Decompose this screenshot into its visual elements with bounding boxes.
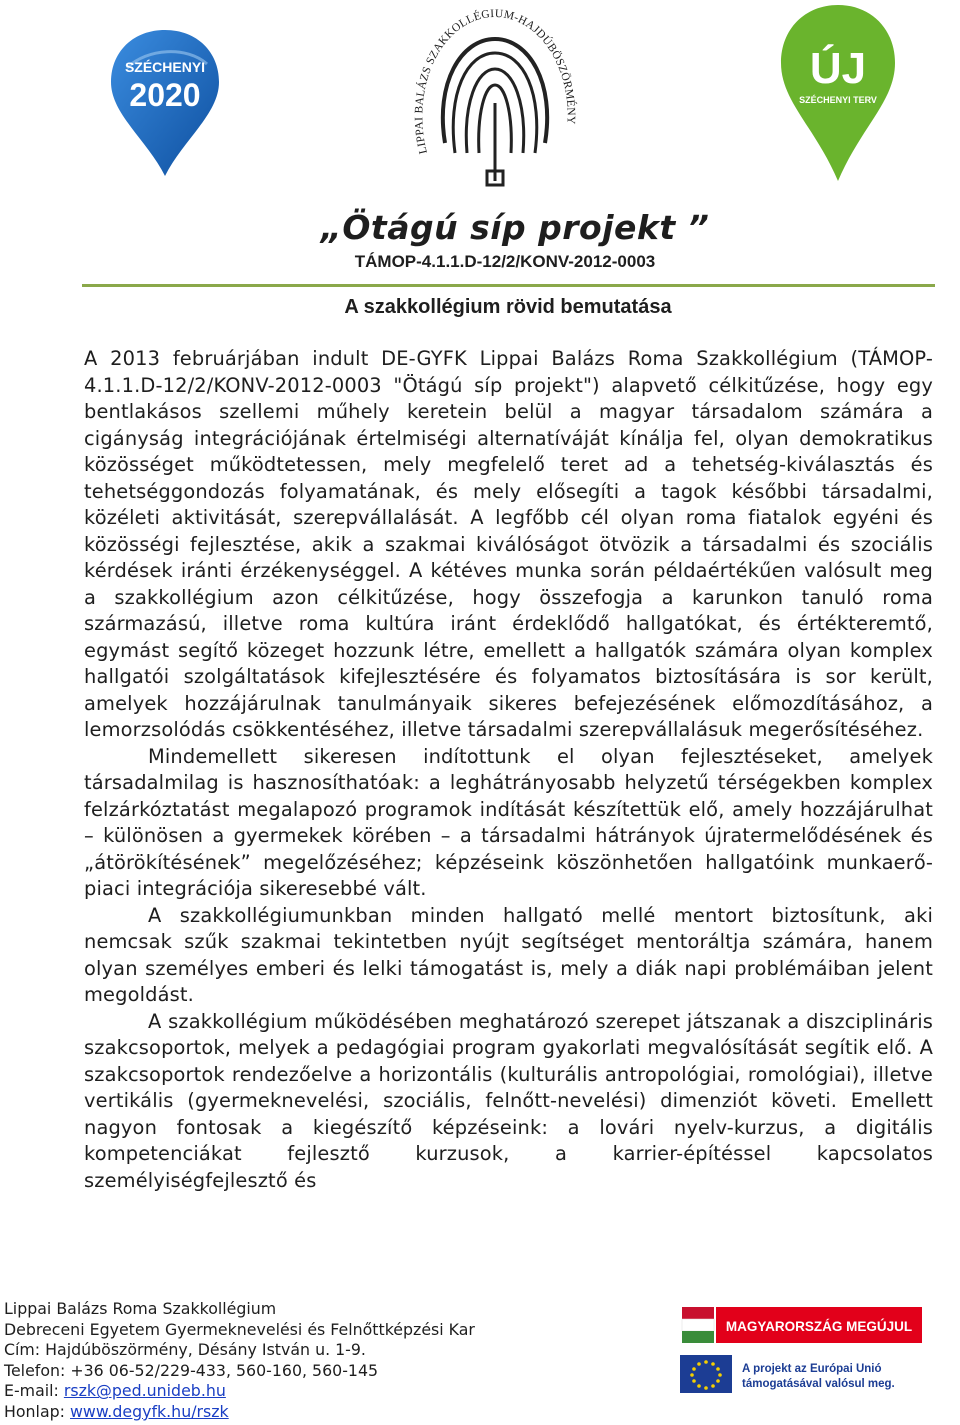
footer-web-row (4, 1402, 564, 1423)
magyarorszag-megujul-logo (680, 1304, 924, 1348)
svg-text:ÚJ: ÚJ (809, 44, 867, 93)
body-text (84, 346, 933, 1194)
svg-text:A projekt az Európai Unió: A projekt az Európai Unió (742, 1363, 882, 1375)
page-title: „Ötágú síp projekt ” (320, 208, 710, 247)
website-link[interactable]: www.degyfk.hu/rszk (70, 1401, 229, 1421)
footer-address: Cím: Hajdúböszörmény, Désány István u. 1-9. (4, 1340, 366, 1360)
svg-text:SZÉCHENYI TERV: SZÉCHENYI TERV (799, 95, 877, 105)
paragraph-workgroups: A szakkollégium működésében meghatározó szerepet játszanak a diszciplináris szakcsoportok, melyek a pedagógiai program gyakorlati megvalósítását segítik elő. A szakcsoportok rendezőelve a horizontális (kulturális antropológiai, romológiai), illetve vertikális (gyermeknevelési, szociális, felnőtt-nevelési) dimenziót követi. Emellett nagyon fontosak a kiegészítő képzéseink: a lovári nyelv-kurzus, a digitális kompetenciákat fejlesztő kurzusok, a karrier-építéssel kapcsolatos személyiségfejlesztő és (84, 1009, 933, 1192)
project-code: TÁMOP-4.1.1.D-12/2/KONV-2012-0003 (354, 252, 656, 271)
footer-faculty: Debreceni Egyetem Gyermeknevelési és Felnőttképzési Kar (4, 1319, 475, 1339)
title-divider (82, 284, 935, 287)
paragraph-mentoring: A szakkollégiumunkban minden hallgató mellé mentort biztosítunk, aki nemcsak szűk szakmai tekintetben nyújt segítséget mentoráltja számára, hanem olyan személyes emberi és lelki támogatást is, mely a diák napi problémáiban jelent megoldást. (84, 903, 933, 1006)
svg-text:2020: 2020 (129, 77, 201, 113)
szechenyi-2020-logo (107, 28, 223, 178)
footer-email-row (4, 1381, 564, 1402)
footer-web-label: Honlap: (4, 1401, 70, 1421)
footer-phone: Telefon: +36 06-52/229-433, 560-160, 560-145 (4, 1360, 379, 1380)
email-link[interactable]: rszk@ped.unideb.hu (63, 1381, 226, 1401)
contact-footer (4, 1299, 564, 1423)
paragraph-intro: A 2013 februárjában indult DE-GYFK Lippai Balázs Roma Szakkollégium (TÁMOP-4.1.1.D-12/2/KONV-2012-0003 "Ötágú síp projekt") alapvető célkitűzése, hogy egy bentlakásos szellemi műhely keretein belül a magyar társadalom számára a cigányság integrációjának értelmiségi alternatíváját kínálja fel, olyan demokratikus közösséget működtetessen, mely megfelelő teret ad a tehetség-kiválasztás és tehetséggondozás folyamatának, és mely elősegíti a tagok későbbi társadalmi, közéleti aktivitását, szerepvállalását. A legfőbb cél olyan roma fiatalok egyéni és közösségi fejlesztése, akik a szakmai kiválóságot ötvözik a társadalmi és szociális kérdések iránti érzékenységgel. A kétéves munka során példaértékűen valósult meg a szakkollégium azon célkitűzése, hogy összefogja a karunkon tanuló roma származású, illetve roma kultúra iránt érdeklődő hallgatókat, és értékteremtő, egymást segítő közeget hozzunk létre, emellett a hallgatók számára olyan komplex hallgatói szolgáltatások kifejlesztésére és folyamatos biztosítására is sor került, amelyek hozzájárulnak tanulmányaik sikeres befejezésének előmozdításához, a lemorzsolódás csökkentéséhez, illetve társadalmi szerepvállalásuk megerősítéséhez. (84, 347, 933, 741)
footer-email-label: E-mail: (4, 1381, 64, 1401)
paragraph-developments: Mindemellett sikeresen indítottunk el olyan fejlesztéseket, amelyek társadalmilag is hasznosíthatóak: a leghátrányosabb helyzetű térségekben komplex felzárkóztatást megalapozó programok indítását készítettük elő, amely hozzájárulhat – különösen a gyermekek körében – a társadalmi hátrányok újratermelődésének és „átörökítésének” megelőzéséhez; képzéseink köszönhetően hallgatóink munkaerő-piaci integrációja sikeresebbé vált. (84, 744, 933, 900)
svg-text:támogatásával valósul meg.: támogatásával valósul meg. (742, 1378, 895, 1390)
szakkollegium-seal-logo (405, 3, 585, 193)
section-heading: A szakkollégium rövid bemutatása (344, 296, 672, 318)
svg-text:MAGYARORSZÁG MEGÚJUL: MAGYARORSZÁG MEGÚJUL (725, 1319, 913, 1334)
european-union-logo (680, 1353, 924, 1397)
uj-szechenyi-terv-logo (777, 3, 899, 183)
footer-org-name: Lippai Balázs Roma Szakkollégium (4, 1299, 277, 1318)
svg-text:LIPPAI BALÁZS SZAKKOLLÉGIUM-HA: LIPPAI BALÁZS SZAKKOLLÉGIUM-HAJDÚBÖSZÖRMÉNY (413, 7, 577, 155)
svg-text:SZÉCHENYI: SZÉCHENYI (124, 59, 206, 75)
